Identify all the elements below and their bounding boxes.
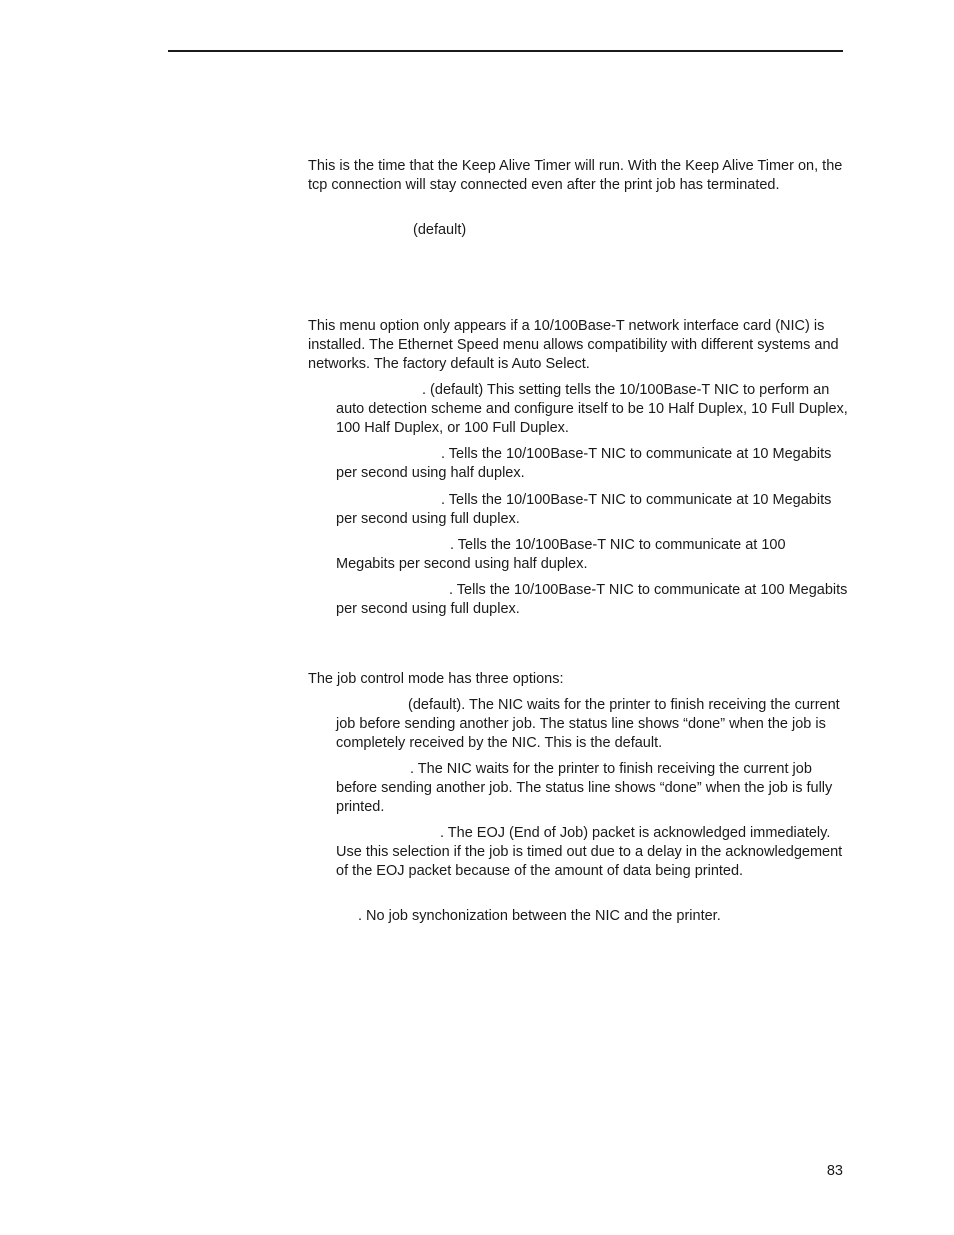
header-rule — [168, 50, 843, 52]
job-control-option-3: . The EOJ (End of Job) packet is acknowledged immediately. Use this selection if the job is timed out due to a delay in the acknowledgement of the EOJ packet because of the amount of data being printed. — [336, 825, 843, 879]
ethernet-option-10-full: . Tells the 10/100Base-T NIC to communicate at 10 Megabits per second using full duplex. — [336, 492, 832, 527]
keep-alive-default-note: (default) — [413, 222, 467, 238]
job-control-intro: The job control mode has three options: — [308, 671, 564, 687]
ethernet-speed-description: This menu option only appears if a 10/100Base-T network interface card (NIC) is installed. The Ethernet Speed menu allows compatibility with different systems and networks. The factory default is Auto Select. — [308, 318, 839, 372]
ethernet-option-10-half: . Tells the 10/100Base-T NIC to communicate at 10 Megabits per second using half duplex. — [336, 446, 832, 481]
job-control-option-1: (default). The NIC waits for the printer to finish receiving the current job before sending another job. The status line shows “done” when the job is completely received by the NIC. This is the default. — [336, 697, 840, 751]
ethernet-option-100-half: . Tells the 10/100Base-T NIC to communicate at 100 Megabits per second using half duplex. — [336, 537, 786, 572]
job-control-option-2: . The NIC waits for the printer to finish receiving the current job before sending another job. The status line shows “done” when the job is fully printed. — [336, 761, 833, 815]
ethernet-option-100-full: . Tells the 10/100Base-T NIC to communicate at 100 Megabits per second using full duplex. — [336, 582, 848, 617]
keep-alive-description: This is the time that the Keep Alive Timer will run. With the Keep Alive Timer on, the tcp connection will stay connected even after the print job has terminated. — [308, 158, 843, 193]
page-number: 83 — [826, 1163, 843, 1179]
job-control-option-4: . No job synchonization between the NIC and the printer. — [358, 908, 721, 924]
ethernet-option-auto-select: . (default) This setting tells the 10/100Base-T NIC to perform an auto detection scheme and configure itself to be 10 Half Duplex, 10 Full Duplex, 100 Half Duplex, or 100 Full Duplex. — [336, 382, 848, 436]
